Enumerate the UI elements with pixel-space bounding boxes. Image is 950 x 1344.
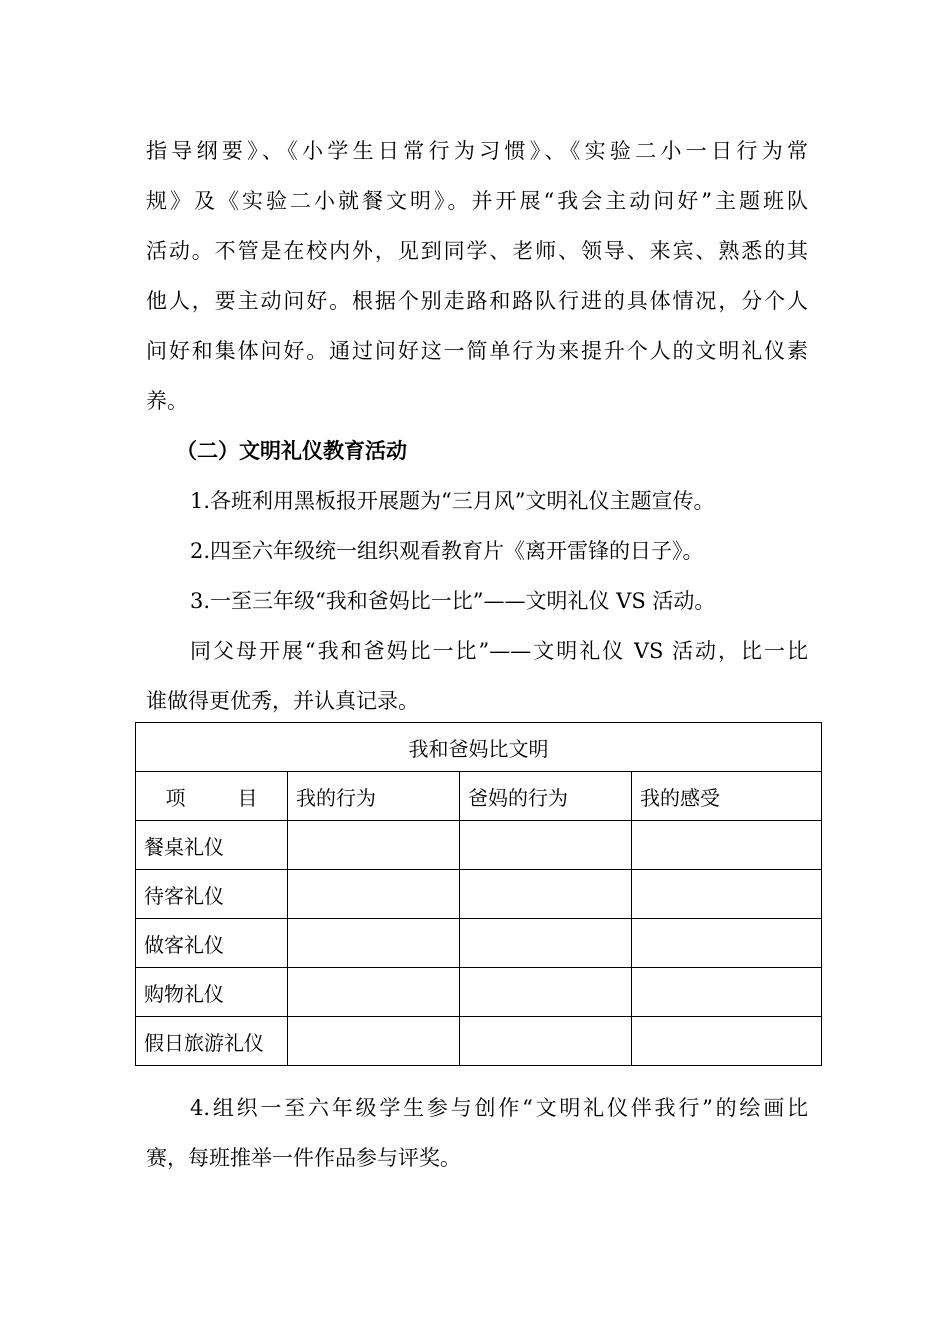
paragraph-3-line-1: 4.组织一至六年级学生参与创作“文明礼仪伴我行”的绘画比 [190,1096,808,1120]
row-item-label: 餐桌礼仪 [136,821,288,870]
my-behavior-cell [288,968,460,1017]
row-item-label: 假日旅游礼仪 [136,1017,288,1066]
row-item-label: 待客礼仪 [136,870,288,919]
header-item-left: 项 [165,785,186,810]
header-parent-behavior: 爸妈的行为 [460,772,632,821]
table-title-row [136,723,822,772]
parent-behavior-cell [460,968,632,1017]
paragraph-2-line-1: 同父母开展“我和爸妈比一比”——文明礼仪 VS 活动，比一比 [190,639,808,663]
my-behavior-cell [288,919,460,968]
paragraph-2-line-2: 谁做得更优秀，并认真记录。 [146,689,419,713]
row-item-label: 做客礼仪 [136,919,288,968]
header-item-right: 目 [237,785,258,810]
my-behavior-cell [288,821,460,870]
section-heading: （二）文明礼仪教育活动 [176,438,407,463]
list-item-2: 2.四至六年级统一组织观看教育片《离开雷锋的日子》。 [190,539,704,563]
header-my-feeling: 我的感受 [632,772,822,821]
my-feeling-cell [632,821,822,870]
parent-behavior-cell [460,1017,632,1066]
list-item-3: 3.一至三年级“我和爸妈比一比”——文明礼仪 VS 活动。 [190,589,716,613]
table-header-row [136,772,822,821]
my-feeling-cell [632,919,822,968]
my-behavior-cell [288,1017,460,1066]
table-row [136,821,822,870]
comparison-table [135,722,822,1066]
my-feeling-cell [632,1017,822,1066]
header-my-behavior: 我的行为 [288,772,460,821]
paragraph-1-line-2: 规》及《实验二小就餐文明》。并开展“我会主动问好”主题班队 [146,189,808,213]
paragraph-3-line-2: 赛，每班推举一件作品参与评奖。 [146,1146,461,1170]
table-row [136,870,822,919]
table-title: 我和爸妈比文明 [136,723,822,772]
my-feeling-cell [632,968,822,1017]
paragraph-1-line-4: 他人，要主动问好。根据个别走路和路队行进的具体情况，分个人 [146,289,808,313]
my-behavior-cell [288,870,460,919]
paragraph-1-line-5: 问好和集体问好。通过问好这一简单行为来提升个人的文明礼仪素 [146,339,808,363]
header-item [136,772,288,821]
paragraph-1-line-1: 指导纲要》、《小学生日常行为习惯》、《实验二小一日行为常 [146,139,808,163]
parent-behavior-cell [460,870,632,919]
row-item-label: 购物礼仪 [136,968,288,1017]
parent-behavior-cell [460,919,632,968]
my-feeling-cell [632,870,822,919]
table-row [136,968,822,1017]
parent-behavior-cell [460,821,632,870]
table-row [136,1017,822,1066]
paragraph-1-line-6: 养。 [146,389,188,413]
list-item-1: 1.各班利用黑板报开展题为“三月风”文明礼仪主题宣传。 [190,489,715,513]
table-row [136,919,822,968]
paragraph-1-line-3: 活动。不管是在校内外，见到同学、老师、领导、来宾、熟悉的其 [146,239,808,263]
